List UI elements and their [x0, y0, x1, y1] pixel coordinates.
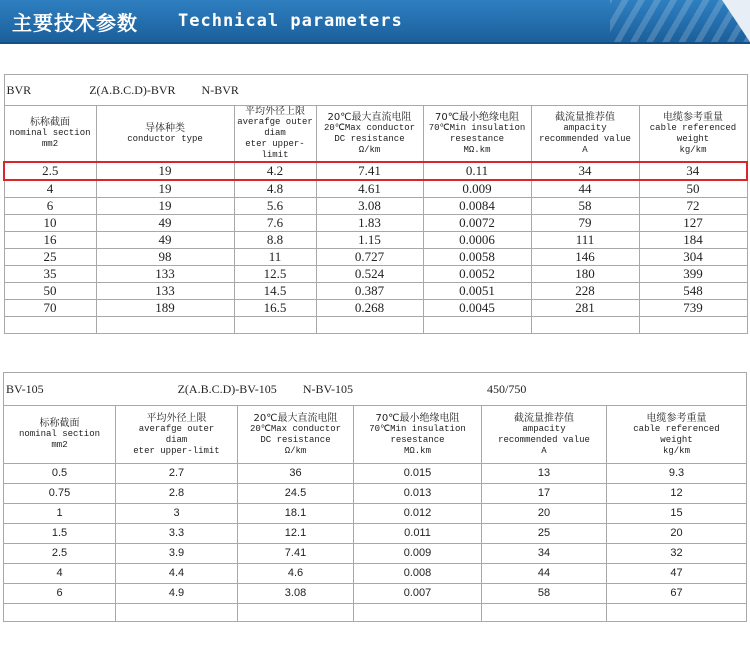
bv105-table-cell: 1: [4, 504, 116, 524]
bvr-table-cell: 11: [234, 249, 316, 266]
bv105-table-cell: 3.08: [238, 584, 354, 604]
bv105-fireproof-model: N-BV-105: [302, 381, 354, 396]
bv105-header-label-en: averafge outer: [138, 423, 215, 434]
bvr-table-cell: 4.2: [234, 162, 316, 180]
bvr-flame-model: Z(A.B.C.D)-BVR: [89, 82, 176, 97]
bvr-header-label-en: resestance: [449, 133, 504, 144]
bv105-table-row: [4, 584, 747, 604]
bvr-header-label-en: ampacity: [563, 122, 607, 133]
bvr-table-cell: 10: [4, 215, 96, 232]
bvr-parameter-table: [3, 74, 748, 334]
bvr-table-row: [4, 180, 747, 198]
section-header: [0, 0, 750, 44]
bv105-table-cell: 0.009: [354, 544, 482, 564]
bvr-table-cell: 19: [96, 162, 234, 180]
bvr-header-label-en: kg/km: [679, 144, 707, 155]
bvr-table-cell: 8.8: [234, 232, 316, 249]
bvr-header-cell: [234, 106, 316, 163]
bvr-table-cell: 72: [639, 198, 747, 215]
bvr-table-cell: 5.6: [234, 198, 316, 215]
bvr-table-cell: 25: [4, 249, 96, 266]
bvr-header-label-cn: 标称截面: [30, 117, 70, 128]
bv105-table-cell: 67: [607, 584, 747, 604]
bvr-table-cell: 304: [639, 249, 747, 266]
bv105-header-label-cn: 电缆参考重量: [646, 412, 707, 424]
bvr-table-cell: 189: [96, 300, 234, 317]
bv105-table-cell: 0.011: [354, 524, 482, 544]
bv105-table-cell: 36: [238, 464, 354, 484]
bv105-table-cell: 3.3: [116, 524, 238, 544]
bv105-table-cell: 2.7: [116, 464, 238, 484]
bvr-table-row: [4, 266, 747, 283]
bvr-table-cell: 228: [531, 283, 639, 300]
bv105-table-cell: 0.75: [4, 484, 116, 504]
bvr-table-cell: 98: [96, 249, 234, 266]
bv105-table-row: [4, 464, 747, 484]
bvr-header-label-en: DC resistance: [334, 133, 405, 144]
bv105-table-cell: 13: [482, 464, 607, 484]
bv105-table-cell: 47: [607, 564, 747, 584]
bv105-table-cell: 34: [482, 544, 607, 564]
bvr-header-label-cn: 20℃最大直流电阻: [327, 111, 412, 123]
bvr-table-cell: 35: [4, 266, 96, 283]
bv105-table-cell: 20: [482, 504, 607, 524]
bvr-table-cell: 184: [639, 232, 747, 249]
bvr-table-cell: 111: [531, 232, 639, 249]
bv105-table-cell: 24.5: [238, 484, 354, 504]
bvr-table-cell: 133: [96, 266, 234, 283]
bvr-table-cell: 50: [639, 180, 747, 198]
bvr-table-cell: 7.6: [234, 215, 316, 232]
bv105-header-label-en: eter upper-limit: [133, 445, 220, 456]
bv105-table-cell: 18.1: [238, 504, 354, 524]
bvr-table-cell: 6: [4, 198, 96, 215]
bvr-table-cell: 180: [531, 266, 639, 283]
bvr-header-label-en: MΩ.km: [463, 144, 491, 155]
bv105-flame-model: Z(A.B.C.D)-BV-105: [177, 381, 277, 396]
bv105-table-cell: 25: [482, 524, 607, 544]
bv105-header-label-cn: 截流量推荐值: [514, 412, 574, 424]
bvr-table-cell: 146: [531, 249, 639, 266]
bv105-table-cell: 6: [4, 584, 116, 604]
bv105-table-cell: 0.008: [354, 564, 482, 584]
bvr-header-label-en: eter upper-limit: [245, 139, 305, 160]
bv105-table-cell: 0.013: [354, 484, 482, 504]
bvr-header-label-en: nominal section: [9, 128, 91, 138]
bvr-table-row: [4, 198, 747, 215]
bv105-header-row: [4, 406, 747, 464]
bvr-model-name: BVR: [6, 82, 32, 97]
bv105-table-cell: 4: [4, 564, 116, 584]
bvr-header-label-cn: 导体种类: [145, 122, 185, 134]
bv105-header-label-en: ampacity: [522, 423, 566, 434]
bv105-header-cell: [238, 406, 354, 464]
bv105-header-cell: [482, 406, 607, 464]
bvr-header-label-en: 70℃Min insulation: [428, 122, 526, 133]
bv105-parameter-table: [3, 372, 747, 622]
bvr-header-label-en: A: [582, 144, 588, 155]
bv105-table-cell: 17: [482, 484, 607, 504]
bv105-table-cell: 4.4: [116, 564, 238, 584]
bvr-table-cell: 0.0052: [423, 266, 531, 283]
bvr-table-cell: 3.08: [316, 198, 423, 215]
bvr-table-cell: 1.83: [316, 215, 423, 232]
bvr-header-label-en: conductor type: [127, 133, 203, 144]
bv105-table-cell: 15: [607, 504, 747, 524]
bvr-header-label-cn: 截流量推荐值: [555, 111, 615, 123]
bvr-table-cell: 50: [4, 283, 96, 300]
bvr-table-cell: 1.15: [316, 232, 423, 249]
bv105-header-label-en: nominal section: [18, 429, 100, 439]
bv105-table-cell: 12.1: [238, 524, 354, 544]
bv105-table-cell: 7.41: [238, 544, 354, 564]
bv105-table-row: [4, 544, 747, 564]
bvr-table-cell: 739: [639, 300, 747, 317]
bv105-table-row: [4, 484, 747, 504]
bv105-header-label-cn: 平均外径上限: [146, 412, 207, 424]
bvr-table-cell: 19: [96, 180, 234, 198]
bvr-table-cell: 49: [96, 232, 234, 249]
bv105-table-row: [4, 504, 747, 524]
bvr-header-label-en: recommended value: [539, 133, 631, 144]
bvr-table-cell: 399: [639, 266, 747, 283]
bv105-table-cell: 58: [482, 584, 607, 604]
bvr-table-cell: 12.5: [234, 266, 316, 283]
bvr-table-row: [4, 232, 747, 249]
bvr-header-cell: [4, 106, 96, 163]
bv105-table-cell: 20: [607, 524, 747, 544]
bv105-table-cell: 32: [607, 544, 747, 564]
bvr-table-cell: 0.387: [316, 283, 423, 300]
bv105-table-row: [4, 524, 747, 544]
bvr-header-label-en: Ω/km: [358, 144, 381, 155]
bv105-empty-row: [4, 604, 747, 622]
bvr-table-cell: 7.41: [316, 162, 423, 180]
bvr-header-label-en: mm2: [41, 139, 59, 149]
bvr-table-cell: 133: [96, 283, 234, 300]
bvr-table-cell: 0.524: [316, 266, 423, 283]
bvr-fireproof-model: N-BVR: [201, 82, 239, 97]
bvr-table-cell: 548: [639, 283, 747, 300]
bv105-table-cell: 4.9: [116, 584, 238, 604]
bvr-header-label-en: diam: [264, 128, 286, 138]
bv105-header-label-cn: 70℃最小绝缘电阻: [375, 412, 460, 424]
bv105-header-label-cn: 20℃最大直流电阻: [253, 412, 338, 424]
bvr-header-cell: [423, 106, 531, 163]
bvr-table-cell: 70: [4, 300, 96, 317]
bvr-title-row: [4, 75, 747, 106]
bv105-header-cell: [354, 406, 482, 464]
bvr-header-cell: [639, 106, 747, 163]
bvr-table-cell: 0.0045: [423, 300, 531, 317]
bvr-table-cell: 44: [531, 180, 639, 198]
bvr-table-cell: 4.61: [316, 180, 423, 198]
bvr-table-cell: 0.0051: [423, 283, 531, 300]
bvr-table-cell: 0.0072: [423, 215, 531, 232]
bv105-header-label-en: A: [541, 445, 547, 456]
bv105-table-cell: 9.3: [607, 464, 747, 484]
bv105-header-label-en: 20℃Max conductor: [249, 423, 342, 434]
bv105-table-row: [4, 564, 747, 584]
bv105-table-cell: 1.5: [4, 524, 116, 544]
bv105-header-label-en: resestance: [390, 434, 445, 445]
bv105-header-cell: [116, 406, 238, 464]
bvr-header-cell: [316, 106, 423, 163]
bvr-table-cell: 0.0058: [423, 249, 531, 266]
bvr-table-cell: 0.268: [316, 300, 423, 317]
bvr-table-cell: 4.8: [234, 180, 316, 198]
bv105-table-cell: 3.9: [116, 544, 238, 564]
bv105-header-label-en: diam: [165, 434, 188, 445]
bvr-table-cell: 127: [639, 215, 747, 232]
bvr-header-label-en: cable referenced: [649, 122, 737, 133]
bvr-table-cell: 16: [4, 232, 96, 249]
bvr-header-label-en: 20℃Max conductor: [323, 122, 416, 133]
bvr-table-row: [4, 283, 747, 300]
bvr-table-cell: 49: [96, 215, 234, 232]
bvr-table-cell: 16.5: [234, 300, 316, 317]
bvr-table-cell: 14.5: [234, 283, 316, 300]
bv105-header-label-en: DC resistance: [260, 434, 331, 445]
bv105-header-label-en: cable referenced: [633, 423, 720, 434]
bv105-table-cell: 12: [607, 484, 747, 504]
bvr-table-cell: 0.0006: [423, 232, 531, 249]
bv105-table-container: [3, 372, 747, 622]
header-title-en: Technical parameters: [178, 11, 403, 31]
bvr-table-cell: 0.727: [316, 249, 423, 266]
bvr-header-cell: [531, 106, 639, 163]
bv105-header-label-en: mm2: [51, 440, 68, 450]
bv105-voltage-rating: 450/750: [487, 381, 527, 396]
bv105-table-cell: 44: [482, 564, 607, 584]
bv105-table-cell: 0.012: [354, 504, 482, 524]
bvr-table-container: [3, 74, 748, 334]
bv105-table-cell: 2.8: [116, 484, 238, 504]
bv105-table-cell: 0.007: [354, 584, 482, 604]
header-corner-decoration: [722, 0, 750, 42]
bv105-table-cell: 3: [116, 504, 238, 524]
bvr-header-label-cn: 电缆参考重量: [663, 111, 723, 123]
bv105-table-cell: 0.5: [4, 464, 116, 484]
bv105-table-cell: 4.6: [238, 564, 354, 584]
bv105-header-cell: [607, 406, 747, 464]
bvr-table-cell: 0.0084: [423, 198, 531, 215]
bvr-table-cell: 19: [96, 198, 234, 215]
bvr-table-cell: 281: [531, 300, 639, 317]
bvr-table-row: [4, 215, 747, 232]
bvr-table-cell: 0.11: [423, 162, 531, 180]
bvr-table-cell: 4: [4, 180, 96, 198]
bvr-empty-row: [4, 317, 747, 334]
bv105-header-label-cn: 标称截面: [39, 418, 80, 429]
bvr-header-label-cn: 平均外径上限: [245, 106, 305, 117]
bvr-table-cell: 79: [531, 215, 639, 232]
bv105-header-label-en: MΩ.km: [403, 445, 431, 456]
bvr-table-cell: 0.009: [423, 180, 531, 198]
bvr-header-cell: [96, 106, 234, 163]
bvr-highlighted-row: [4, 162, 747, 180]
header-title-cn: 主要技术参数: [12, 11, 138, 35]
bv105-title-row: [4, 373, 747, 406]
bvr-table-row: [4, 300, 747, 317]
bv105-model-name: BV-105: [6, 381, 44, 396]
bv105-header-label-en: weight: [660, 434, 693, 445]
bvr-table-row: [4, 249, 747, 266]
bvr-header-label-cn: 70℃最小绝缘电阻: [435, 111, 519, 123]
bvr-header-row: [4, 106, 747, 163]
bv105-table-cell: 0.015: [354, 464, 482, 484]
bv105-header-label-en: recommended value: [498, 434, 590, 445]
bv105-header-label-en: 70℃Min insulation: [369, 423, 466, 434]
bvr-header-label-en: averafge outer: [237, 117, 313, 127]
bvr-table-cell: 34: [531, 162, 639, 180]
bv105-header-label-en: Ω/km: [284, 445, 307, 456]
bvr-header-label-en: weight: [676, 133, 710, 144]
bvr-table-cell: 2.5: [4, 162, 96, 180]
bv105-header-cell: [4, 406, 116, 464]
bv105-header-label-en: kg/km: [662, 445, 690, 456]
bvr-table-cell: 34: [639, 162, 747, 180]
bvr-table-cell: 58: [531, 198, 639, 215]
bv105-table-cell: 2.5: [4, 544, 116, 564]
